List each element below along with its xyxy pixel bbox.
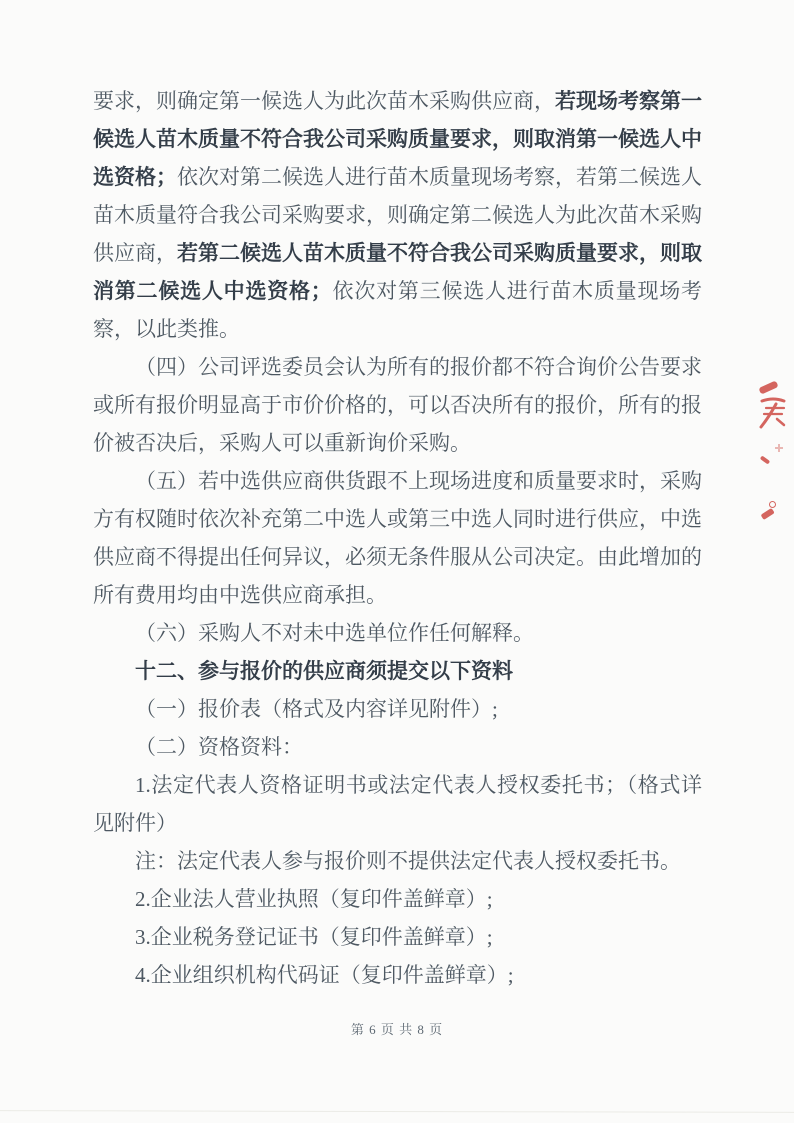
text-run-bold: 若第二候选人苗木质量不符合我公司采购质量要求，则取消第二候选人中选资格； (93, 241, 702, 303)
note-line: 注：法定代表人参与报价则不提供法定代表人授权委托书。 (135, 849, 681, 873)
list-item-1: 1.法定代表人资格证明书或法定代表人授权委托书；（格式详见附件） (93, 773, 702, 835)
red-ink-ring (769, 501, 776, 508)
red-ink-stroke (761, 508, 775, 520)
list-item-3: 3.企业税务登记证书（复印件盖鲜章）; (135, 925, 493, 949)
text-run: 依次对第三候选人进行苗木质量现场考察，以此类推。 (93, 279, 703, 341)
red-ink-stroke (758, 380, 778, 394)
list-item-2: 2.企业法人营业执照（复印件盖鲜章）; (135, 887, 493, 911)
page-footer: 第 6 页 共 8 页 (350, 1022, 444, 1037)
text-run-bold: 若现场考察第一候选人苗木质量不符合我公司采购质量要求，则取消第一候选人中选资格； (93, 89, 702, 189)
list-item-yi: （一）报价表（格式及内容详见附件）; (135, 697, 498, 721)
paragraph-continuation (93, 82, 702, 348)
red-ink-dash (760, 455, 770, 464)
list-item-4: 4.企业组织机构代码证（复印件盖鲜章）; (135, 963, 514, 987)
red-ink-glyph-fragment (757, 396, 794, 430)
scan-artifact-line (0, 1110, 794, 1113)
list-item-er: （二）资格资料： (135, 735, 303, 759)
section-heading-12: 十二、参与报价的供应商须提交以下资料 (135, 659, 513, 683)
red-ink-faint-mark (775, 444, 783, 452)
paragraph-item-wu: （五）若中选供应商供货跟不上现场进度和质量要求时，采购方有权随时依次补充第二中选人或第三中选人同时进行供应，中选供应商不得提出任何异议，必须无条件服从公司决定。由此增加的所有费用均由中选供应商承担。 (93, 469, 702, 607)
text-run: 依次对第二候选人进行苗木质量现场考察，若第二候选人苗木质量符合我公司采购要求，则确定第二候选人为此次苗木采购供应商， (93, 165, 702, 265)
text-run: 要求，则确定第一候选人为此次苗木采购供应商， (93, 89, 555, 113)
paragraph-item-si: （四）公司评选委员会认为所有的报价都不符合询价公告要求或所有报价明显高于市价价格的，可以否决所有的报价，所有的报价被否决后，采购人可以重新询价采购。 (93, 355, 702, 455)
document-body (93, 82, 702, 994)
paragraph-item-liu: （六）采购人不对未中选单位作任何解释。 (135, 621, 534, 645)
